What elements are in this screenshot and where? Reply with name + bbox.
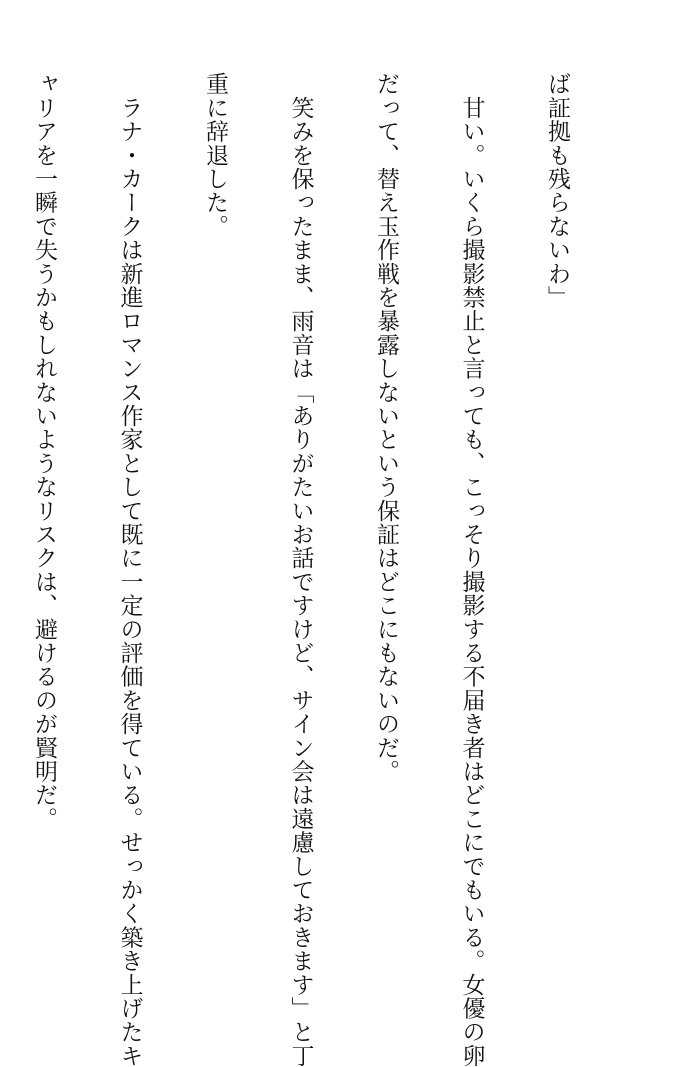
- text-line: だって、替え玉作戦を暴露しないという保証はどこにもないのだ。: [373, 72, 399, 783]
- text-line: 笑みを保ったまま、雨音は「ありがたいお話ですけど、サイン会は遠慮しておきます」と丁: [287, 72, 314, 1067]
- vertical-text-body: [0, 72, 628, 1067]
- text-line: ば証拠も残らないわ」: [544, 72, 570, 309]
- text-line: 重に辞退した。: [202, 72, 228, 238]
- text-line: ラナ・カークは新進ロマンス作家として既に一定の評価を得ている。せっかく築き上げたキ: [116, 72, 143, 1067]
- text-line: ャリアを一瞬で失うかもしれないようなリスクは、避けるのが賢明だ。: [31, 72, 57, 831]
- text-line: 甘い。いくら撮影禁止と言っても、こっそり撮影する不届き者はどこにでもいる。女優の卵: [458, 72, 485, 1067]
